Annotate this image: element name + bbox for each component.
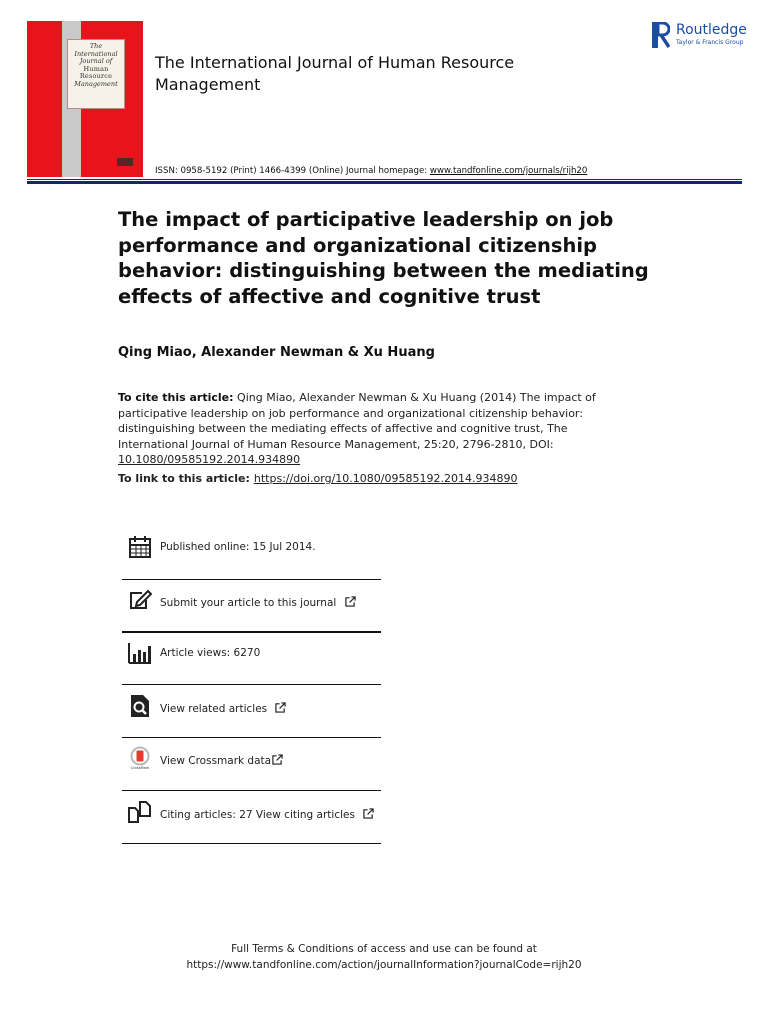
footer-terms-link[interactable]: https://www.tandfonline.com/action/journalInformation?journalCode=rijh20 bbox=[186, 958, 582, 971]
external-link-icon bbox=[363, 808, 374, 819]
crossmark-logo-text: CrossMark bbox=[130, 766, 150, 770]
cover-line: The bbox=[89, 42, 103, 50]
bar-chart-icon bbox=[128, 641, 152, 665]
cover-publisher-logo bbox=[117, 158, 133, 166]
doi-link[interactable]: https://doi.org/10.1080/09585192.2014.934890 bbox=[253, 472, 518, 485]
external-link-icon bbox=[275, 702, 286, 713]
article-views: Article views: 6270 bbox=[160, 647, 261, 659]
journal-title: The International Journal of Human Resource Management bbox=[155, 53, 515, 94]
calendar-icon bbox=[128, 535, 152, 559]
citing-documents-icon bbox=[128, 800, 152, 824]
citing-articles-link[interactable] bbox=[160, 808, 374, 821]
footer-line-1: Full Terms & Conditions of access and use can be found at bbox=[231, 943, 537, 955]
routledge-r-icon bbox=[652, 22, 670, 48]
external-link-icon bbox=[272, 754, 283, 765]
citing-articles-item[interactable] bbox=[122, 791, 381, 844]
cover-line: Resource bbox=[79, 72, 113, 81]
citing-articles-label: Citing articles: 27 View citing articles bbox=[160, 809, 355, 821]
search-document-icon bbox=[128, 694, 152, 718]
publisher-logo bbox=[652, 22, 752, 50]
submit-article-label: Submit your article to this journal bbox=[160, 597, 337, 609]
external-link-icon bbox=[345, 596, 356, 607]
related-articles-label: View related articles bbox=[160, 703, 268, 715]
cover-line: Management bbox=[74, 79, 118, 88]
publisher-name: Routledge bbox=[676, 22, 747, 38]
issn-line bbox=[155, 166, 587, 176]
journal-cover-image bbox=[27, 21, 143, 177]
article-views-item bbox=[122, 633, 381, 685]
footer-terms bbox=[0, 942, 768, 973]
crossmark-item[interactable] bbox=[122, 738, 381, 791]
cover-line: Journal of bbox=[79, 57, 113, 66]
crossmark-label: View Crossmark data bbox=[160, 755, 272, 767]
related-articles-item[interactable] bbox=[122, 685, 381, 738]
cite-text: Qing Miao, Alexander Newman & Xu Huang (2014) The impact of participative leadership on job performance and organizational citizenship behavior: distinguishing between the mediating effects of affective and cognitive trust, The International Journal of Human Resource Management, 25:20, 2796-2810, DOI: bbox=[118, 391, 596, 451]
crossmark-icon bbox=[128, 746, 152, 770]
submit-article-link[interactable] bbox=[160, 596, 356, 609]
cover-line: Human bbox=[83, 64, 109, 73]
edit-icon bbox=[128, 589, 152, 613]
submit-article-item[interactable] bbox=[122, 580, 381, 633]
cite-doi-link[interactable]: 10.1080/09585192.2014.934890 bbox=[118, 453, 301, 466]
cover-label bbox=[67, 39, 125, 109]
journal-homepage-link[interactable]: www.tandfonline.com/journals/rijh20 bbox=[429, 166, 588, 176]
issn-text: ISSN: 0958-5192 (Print) 1466-4399 (Online) Journal homepage: bbox=[155, 166, 430, 176]
article-title: The impact of participative leadership on job performance and organizational citizenship behavior: distinguishing between the mediating effects of affective and cognitive trust bbox=[118, 208, 649, 308]
published-date: Published online: 15 Jul 2014. bbox=[160, 541, 316, 553]
published-item bbox=[122, 527, 381, 580]
header-divider bbox=[27, 179, 742, 180]
header-divider-thick bbox=[27, 181, 742, 184]
publisher-subtitle: Taylor & Francis Group bbox=[676, 39, 744, 46]
link-label: To link to this article: bbox=[118, 472, 250, 485]
related-articles-link[interactable] bbox=[160, 702, 286, 715]
article-info-list bbox=[122, 527, 381, 844]
cite-label: To cite this article: bbox=[118, 391, 234, 404]
cover-line: International bbox=[74, 49, 118, 58]
citation-block bbox=[118, 390, 618, 468]
crossmark-link[interactable] bbox=[160, 754, 283, 767]
article-authors: Qing Miao, Alexander Newman & Xu Huang bbox=[118, 345, 435, 360]
link-to-article bbox=[118, 472, 517, 485]
